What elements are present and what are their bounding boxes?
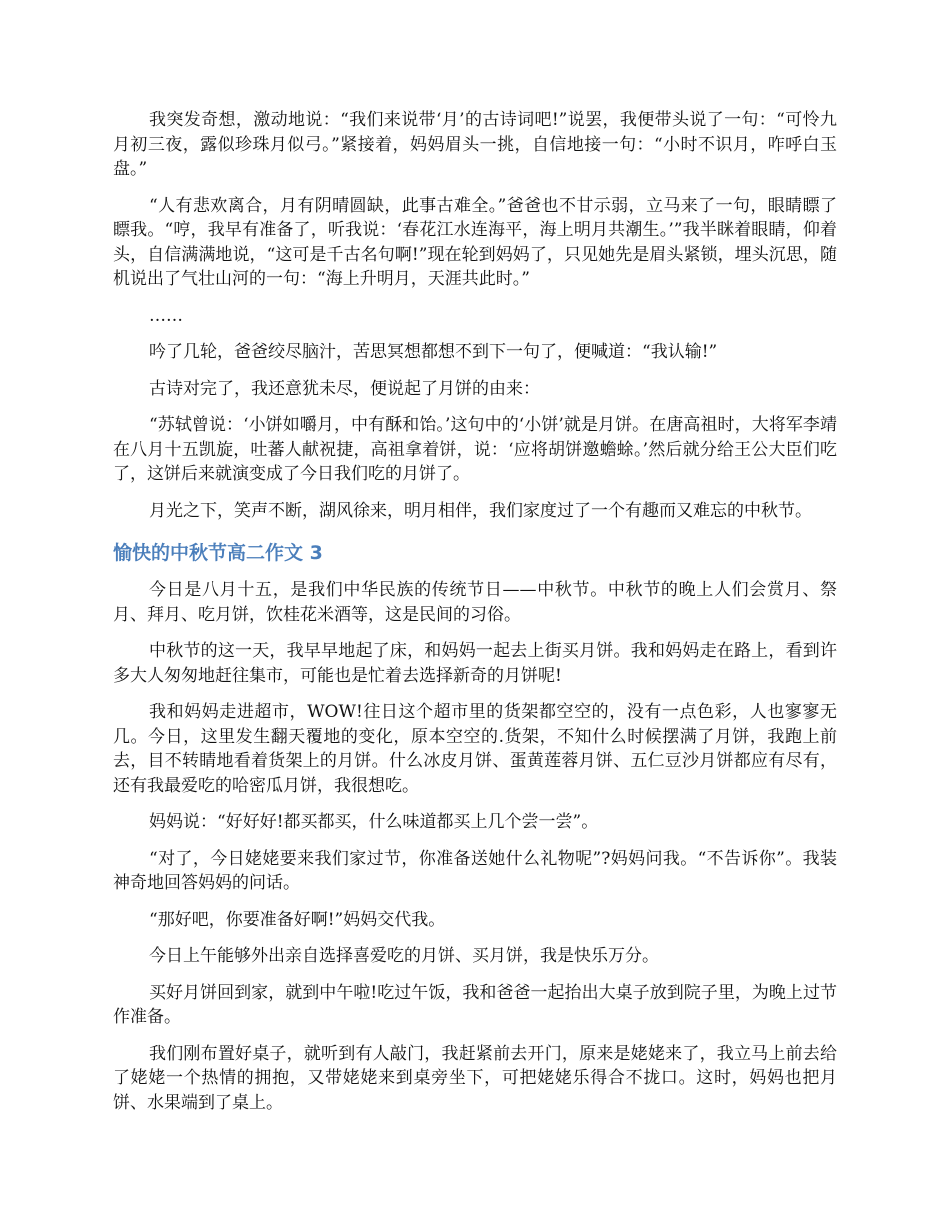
paragraph: 买好月饼回到家，就到中午啦!吃过午饭，我和爸爸一起抬出大桌子放到院子里，为晚上过节作准备。 (113, 982, 837, 1027)
paragraph: 我们刚布置好桌子，就听到有人敲门，我赶紧前去开门，原来是姥姥来了，我立马上前去给了姥姥一个热情的拥抱，又带姥姥来到桌旁坐下，可把姥姥乐得合不拢口。这时，妈妈也把月饼、水果端到了桌上。 (113, 1043, 837, 1113)
document-body (113, 108, 837, 1127)
paragraph: 古诗对完了，我还意犹未尽，便说起了月饼的由来： (149, 378, 540, 399)
paragraph: 我突发奇想，激动地说：“我们来说带‘月’的古诗词吧!”说罢，我便带头说了一句：“可怜九月初三夜，露似珍珠月似弓。”紧接着，妈妈眉头一挑，自信地接一句：“小时不识月，咋呼白玉盘。” (113, 110, 837, 179)
paragraph: “对了，今日姥姥要来我们家过节，你准备送她什么礼物呢”?妈妈问我。“不告诉你”。我装神奇地回答妈妈的问话。 (113, 848, 837, 893)
paragraph-ellipsis: …… (149, 305, 183, 326)
paragraph: 月光之下，笑声不断，湖风徐来，明月相伴，我们家度过了一个有趣而又难忘的中秋节。 (149, 500, 812, 521)
section-heading: 愉快的中秋节高二作文 3 (113, 542, 323, 564)
paragraph: 我和妈妈走进超市，WOW!往日这个超市里的货架都空空的，没有一点色彩，人也寥寥无几。今日，这里发生翻天覆地的变化，原本空空的.货架，不知什么时候摆满了月饼，我跑上前去，目不转睛地看着货架上的月饼。什么冰皮月饼、蛋黄莲蓉月饼、五仁豆沙月饼都应有尽有，还有我最爱吃的哈密瓜月饼，我很想吃。 (113, 702, 837, 796)
paragraph: 吟了几轮，爸爸绞尽脑汁，苦思冥想都想不到下一句了，便喊道：“我认输!” (149, 342, 718, 362)
paragraph: 中秋节的这一天，我早早地起了床，和妈妈一起去上街买月饼。我和妈妈走在路上，看到许多大人匆匆地赶往集市，可能也是忙着去选择新奇的月饼呢! (113, 641, 837, 686)
paragraph: 今日上午能够外出亲自选择喜爱吃的月饼、买月饼，我是快乐万分。 (149, 946, 659, 966)
paragraph: 妈妈说：“好好好!都买都买，什么味道都买上几个尝一尝”。 (149, 812, 599, 832)
paragraph: “那好吧，你要准备好啊!”妈妈交代我。 (149, 909, 446, 930)
paragraph: “苏轼曾说：‘小饼如嚼月，中有酥和饴。’这句中的‘小饼’就是月饼。在唐高祖时，大将军李靖在八月十五凯旋，吐蕃人献祝捷，高祖拿着饼，说：‘应将胡饼邀蟾蜍。’然后就分给王公大臣们吃了，这饼后来就演变成了今日我们吃的月饼了。 (113, 415, 837, 484)
paragraph: “人有悲欢离合，月有阴晴圆缺，此事古难全。”爸爸也不甘示弱，立马来了一句，眼睛瞟了瞟我。“哼，我早有准备了，听我说：‘春花江水连海平，海上明月共潮生。’”我半眯着眼睛，仰着头，自信满满地说，“这可是千古名句啊!”现在轮到妈妈了，只见她先是眉头紧锁，埋头沉思，随机说出了气壮山河的一句：“海上升明月，天涯共此时。” (113, 195, 837, 289)
paragraph: 今日是八月十五，是我们中华民族的传统节日——中秋节。中秋节的晚上人们会赏月、祭月、拜月、吃月饼，饮桂花米酒等，这是民间的习俗。 (113, 580, 837, 625)
